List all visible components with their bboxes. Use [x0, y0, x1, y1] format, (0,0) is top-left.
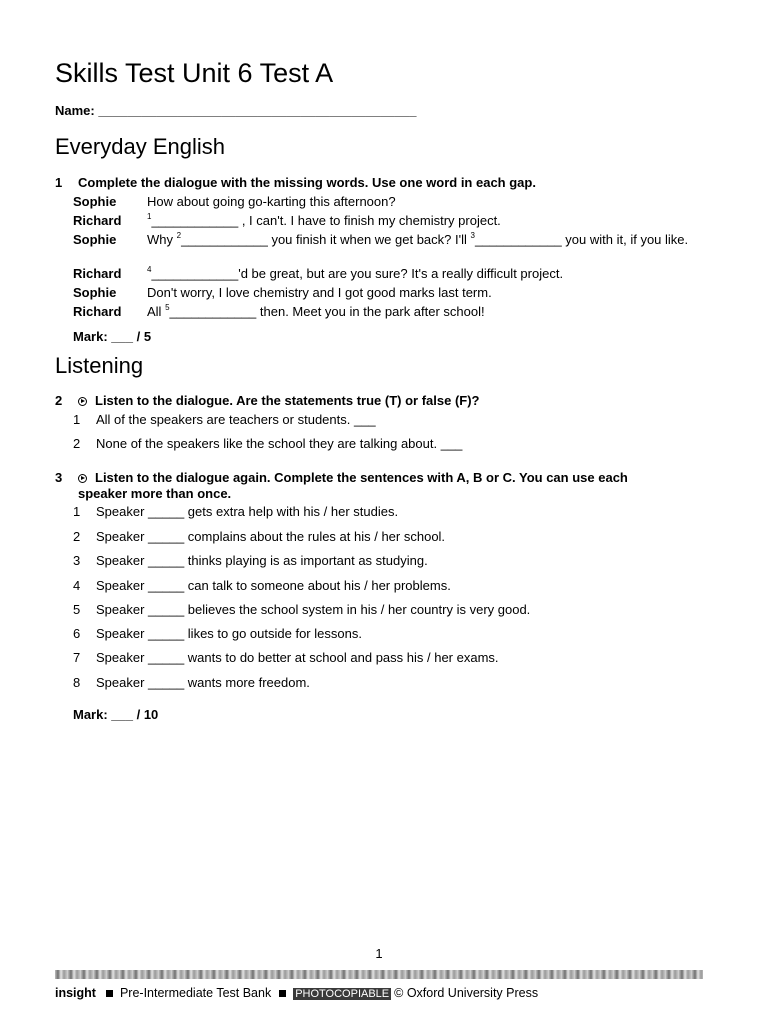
speaker-name: Sophie [73, 232, 117, 247]
list-item[interactable]: Speaker _____ wants to do better at school and pass his / her exams. [96, 650, 499, 665]
speaker-name: Richard [73, 213, 122, 228]
question-instruction: Listen to the dialogue. Are the statements true (T) or false (F)? [95, 393, 480, 408]
question-number: 1 [55, 175, 63, 190]
dialogue-text[interactable]: Why $^2$____________ you finish it when we get back? I'll $^3$____________ you with it, if you like. [147, 231, 689, 247]
square-bullet-icon [106, 990, 113, 997]
name-field[interactable]: Name: ____________________________________________ [55, 103, 417, 118]
page-number: 1 [375, 946, 383, 961]
photocopiable-badge: PHOTOCOPIABLE [295, 988, 390, 1000]
list-item[interactable]: Speaker _____ gets extra help with his / her studies. [96, 504, 399, 519]
item-number: 2 [73, 529, 81, 544]
question-instruction: Listen to the dialogue again. Complete the sentences with A, B or C. You can use each [95, 470, 628, 485]
item-number: 6 [73, 626, 81, 641]
audio-icon [78, 474, 87, 483]
item-number: 8 [73, 675, 81, 690]
dialogue-text[interactable]: All $^5$____________ then. Meet you in the park after school! [147, 303, 485, 319]
footer [55, 986, 538, 1000]
item-number: 1 [73, 412, 81, 427]
section-heading-listening: Listening [55, 353, 144, 378]
list-item[interactable]: Speaker _____ thinks playing is as important as studying. [96, 553, 428, 568]
speaker-name: Sophie [73, 194, 117, 209]
item-number: 4 [73, 578, 81, 593]
gap-number: 3 [470, 231, 475, 240]
list-item[interactable]: Speaker _____ wants more freedom. [96, 675, 310, 690]
publisher: © Oxford University Press [394, 986, 539, 1000]
list-item[interactable]: All of the speakers are teachers or students. ___ [96, 412, 376, 427]
brand-logo: insight [55, 986, 96, 1000]
list-item[interactable]: Speaker _____ complains about the rules at his / her school. [96, 529, 446, 544]
series-name: Pre-Intermediate Test Bank [119, 986, 272, 1000]
item-number: 7 [73, 650, 81, 665]
question-number: 3 [55, 470, 63, 485]
speaker-name: Richard [73, 304, 122, 319]
gap-number: 5 [165, 303, 170, 312]
item-number: 5 [73, 602, 81, 617]
item-number: 1 [73, 504, 81, 519]
speaker-name: Sophie [73, 285, 117, 300]
gap-number: 1 [147, 212, 152, 221]
section-heading-everyday-english: Everyday English [55, 134, 225, 159]
question-instruction-cont: speaker more than once. [78, 486, 232, 501]
item-number: 3 [73, 553, 81, 568]
list-item[interactable]: Speaker _____ believes the school system in his / her country is very good. [96, 602, 531, 617]
question-instruction: Complete the dialogue with the missing words. Use one word in each gap. [78, 175, 536, 190]
dialogue-text: Don't worry, I love chemistry and I got good marks last term. [147, 285, 492, 300]
page-title: Skills Test Unit 6 Test A [55, 58, 334, 88]
item-number: 2 [73, 436, 81, 451]
square-bullet-icon [279, 990, 286, 997]
question-number: 2 [55, 393, 63, 408]
audio-icon [78, 397, 87, 406]
mark-q1[interactable]: Mark: ___ / 5 [73, 329, 152, 344]
dialogue-text[interactable]: $^1$____________ , I can't. I have to finish my chemistry project. [147, 212, 501, 228]
list-item[interactable]: Speaker _____ can talk to someone about his / her problems. [96, 578, 451, 593]
dialogue-text[interactable]: $^4$____________'d be great, but are you sure? It's a really difficult project. [147, 265, 564, 281]
mark-q3[interactable]: Mark: ___ / 10 [73, 707, 159, 722]
list-item[interactable]: None of the speakers like the school they are talking about. ___ [96, 436, 463, 451]
list-item[interactable]: Speaker _____ likes to go outside for lessons. [96, 626, 362, 641]
footer-image-band [55, 970, 703, 979]
gap-number: 2 [176, 231, 182, 240]
gap-number: 4 [147, 265, 152, 274]
speaker-name: Richard [73, 266, 122, 281]
dialogue-text: How about going go-karting this afternoon? [147, 194, 396, 209]
